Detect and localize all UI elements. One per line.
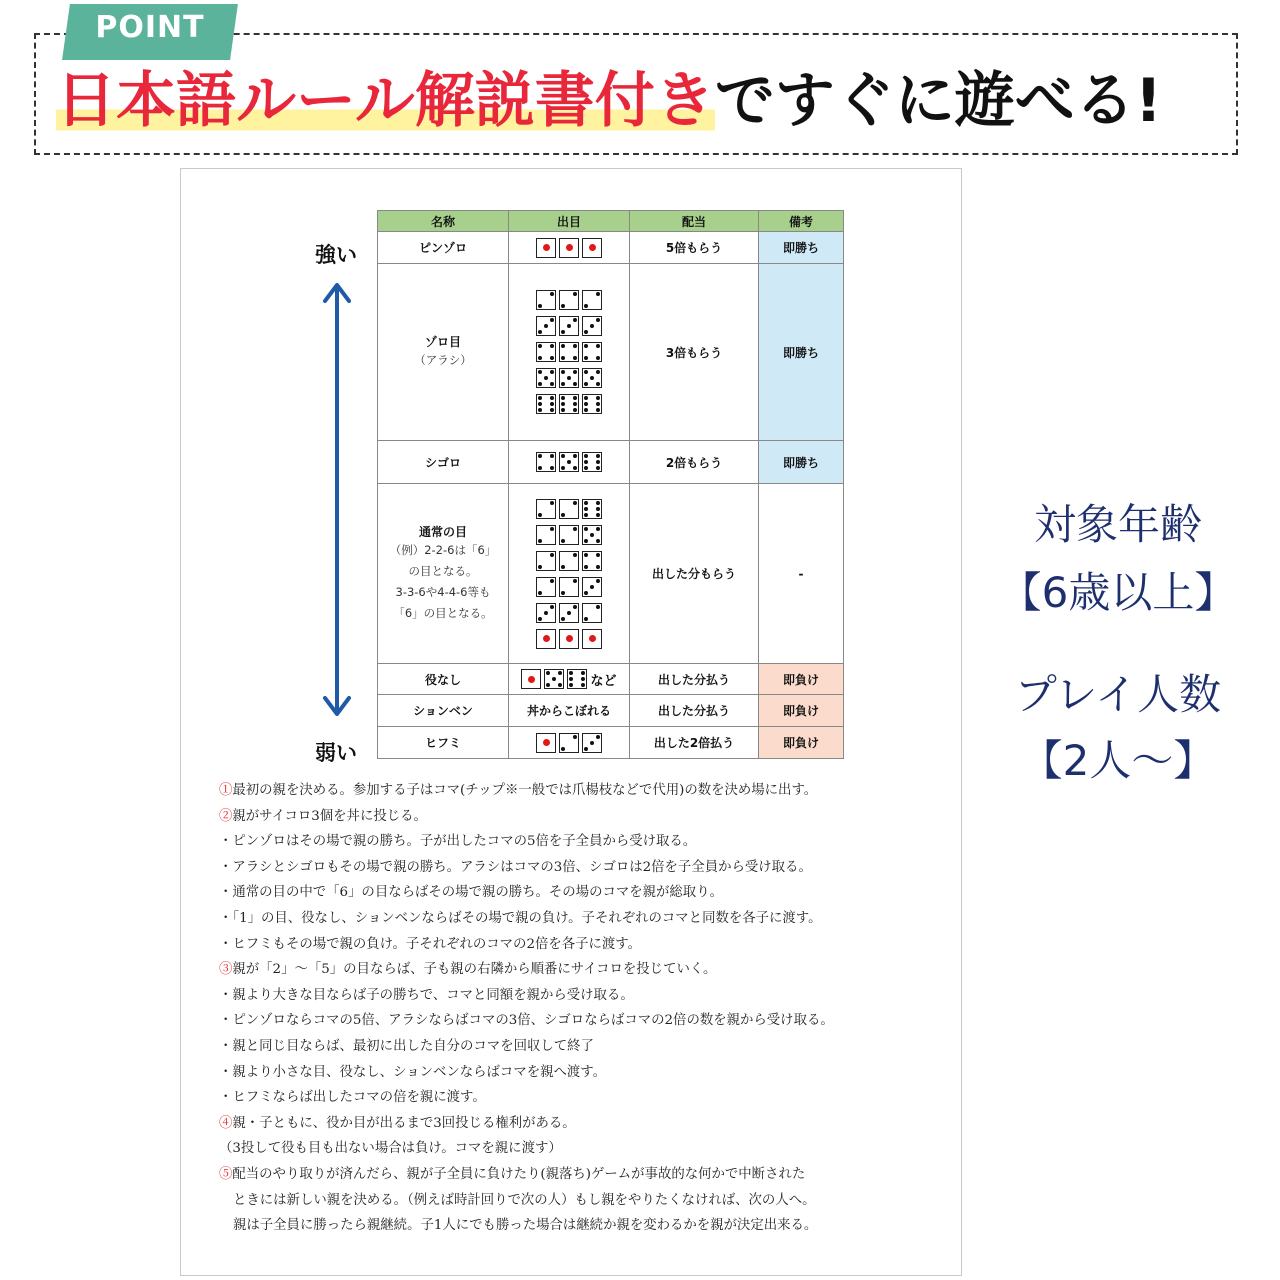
dice-cell xyxy=(509,727,630,759)
rule-text: ときには新しい親を決める。（例えば時計回りで次の人）もし親をやりたくなければ、次の人へ。 xyxy=(233,1192,816,1208)
die-face-1-icon xyxy=(536,733,556,753)
die-face-6-icon xyxy=(582,394,602,414)
hand-name: 通常の目 xyxy=(418,525,467,539)
hand-name-note: 3-3-6や4-4-6等も xyxy=(395,585,491,599)
die-face-3-icon xyxy=(536,603,556,623)
payout-cell: 出した分払う xyxy=(630,664,759,695)
die-face-1-icon xyxy=(536,238,556,258)
die-face-1-icon xyxy=(582,629,602,649)
dice-cell xyxy=(509,264,630,441)
headline-black-text: ですぐに遊べる! xyxy=(714,66,1163,136)
rule-text: 親が「2」～「5」の目ならば、子も親の右隣から順番にサイコロを投じていく。 xyxy=(232,962,717,978)
hand-name-note: の目となる。 xyxy=(408,564,478,578)
die-face-1-icon xyxy=(559,629,579,649)
note-cell: 即勝ち xyxy=(759,264,844,441)
strength-arrow-icon xyxy=(319,277,355,727)
die-face-2-icon xyxy=(559,551,579,571)
rule-text: 親は子全員に勝ったら親継続。子1人にでも勝った場合は継続か親を変わるかを親が決定出来る。 xyxy=(233,1218,818,1234)
payout-cell: 5倍もらう xyxy=(630,232,759,264)
rule-text: ・「1」の目、役なし、ションベンならばその場で親の負け。子それぞれのコマと同数を各子に渡す。 xyxy=(219,910,822,926)
rule-text: （3投して役も目も出ない場合は負け。コマを親に渡す） xyxy=(219,1141,562,1157)
rule-number: ② xyxy=(219,808,233,824)
hand-name: 役なし xyxy=(424,672,461,687)
dice-set xyxy=(536,394,602,414)
note-cell: 即負け xyxy=(759,664,844,695)
rule-line xyxy=(219,829,939,855)
note-cell: 即勝ち xyxy=(759,232,844,264)
die-face-2-icon xyxy=(536,577,556,597)
table-header-row xyxy=(378,211,844,232)
die-face-5-icon xyxy=(582,368,602,388)
hand-name: ヒフミ xyxy=(424,736,461,750)
dice-cell xyxy=(509,484,630,664)
table-row xyxy=(378,695,844,727)
die-face-4-icon xyxy=(582,342,602,362)
die-face-1-icon xyxy=(582,238,602,258)
table-row xyxy=(378,441,844,484)
rule-line xyxy=(219,1162,939,1188)
column-header-name: 名称 xyxy=(378,211,509,232)
hand-name: ションベン xyxy=(413,704,473,718)
headline xyxy=(56,66,1162,136)
die-face-3-icon xyxy=(582,577,602,597)
die-face-1-icon xyxy=(536,629,556,649)
rule-text: 親・子ともに、役か目が出るまで3回投じる権利がある。 xyxy=(232,1115,576,1131)
player-count-value: 【2人～】 xyxy=(1020,736,1216,785)
rule-line xyxy=(219,1085,939,1111)
die-face-6-icon xyxy=(536,394,556,414)
hand-name-cell xyxy=(378,264,509,441)
strong-label: 強い xyxy=(315,243,357,267)
rule-line xyxy=(219,880,939,906)
rule-line xyxy=(219,1136,939,1162)
payout-cell: 出した2倍払う xyxy=(630,727,759,759)
rule-number: ① xyxy=(219,783,233,798)
die-face-2-icon xyxy=(559,733,579,753)
dice-text: など xyxy=(590,673,617,689)
rule-line xyxy=(219,778,939,804)
rule-line xyxy=(219,906,939,932)
rule-text: ・ピンゾロならコマの5倍、アラシならばコマの3倍、シゴロならばコマの2倍の数を親から受け取る。 xyxy=(219,1013,834,1029)
payout-cell: 出した分払う xyxy=(630,695,759,727)
hand-name-cell xyxy=(378,232,509,264)
die-face-2-icon xyxy=(559,525,579,545)
hand-name-cell xyxy=(378,727,509,759)
die-face-5-icon xyxy=(544,669,564,689)
die-face-6-icon xyxy=(582,452,602,472)
rule-line xyxy=(219,932,939,958)
target-age-title: 対象年齢 xyxy=(1033,500,1202,549)
target-age-value: 【6歳以上】 xyxy=(999,568,1237,617)
hand-name-note: （例）2-2-6は「6」 xyxy=(389,543,497,557)
player-count-title: プレイ人数 xyxy=(1014,670,1222,719)
die-face-4-icon xyxy=(582,551,602,571)
die-face-6-icon xyxy=(582,499,602,519)
dice-set xyxy=(536,525,602,545)
die-face-2-icon xyxy=(536,525,556,545)
rule-line xyxy=(219,1188,939,1214)
dice-set xyxy=(536,290,602,310)
rule-text: 親がサイコロ3個を丼に投じる。 xyxy=(232,808,427,824)
dice-set xyxy=(536,629,602,649)
column-header-note: 備考 xyxy=(759,211,844,232)
dice-cell xyxy=(509,664,630,695)
rule-text: 配当のやり取りが済んだら、親が子全員に負けたり(親落ち)ゲームが事故的な何かで中断された xyxy=(232,1166,806,1182)
rule-text: 最初の親を決める。参加する子はコマ(チップ※一般では爪楊枝などで代用)の数を決め場に出す。 xyxy=(232,783,818,798)
dice-set xyxy=(536,452,602,472)
hand-name-cell xyxy=(378,441,509,484)
rule-line xyxy=(219,855,939,881)
die-face-5-icon xyxy=(559,368,579,388)
dice-set xyxy=(536,733,602,753)
dice-set xyxy=(536,603,602,623)
rule-text: ・ピンゾロはその場で親の勝ち。子が出したコマの5倍を子全員から受け取る。 xyxy=(219,834,697,850)
hand-name: ピンゾロ xyxy=(418,241,467,255)
point-label: POINT xyxy=(95,10,205,45)
rule-line xyxy=(219,1034,939,1060)
payout-cell: 3倍もらう xyxy=(630,264,759,441)
die-face-2-icon xyxy=(559,577,579,597)
dice-set xyxy=(536,342,602,362)
column-header-payout: 配当 xyxy=(630,211,759,232)
dice-set xyxy=(536,499,602,519)
die-face-5-icon xyxy=(559,452,579,472)
note-cell: 即勝ち xyxy=(759,441,844,484)
die-face-2-icon xyxy=(582,603,602,623)
die-face-2-icon xyxy=(559,499,579,519)
die-face-4-icon xyxy=(559,342,579,362)
rule-text: ・親と同じ目ならば、最初に出した自分のコマを回収して終了 xyxy=(219,1038,594,1054)
die-face-5-icon xyxy=(536,368,556,388)
rule-line xyxy=(219,1111,939,1137)
die-face-4-icon xyxy=(536,452,556,472)
die-face-1-icon xyxy=(521,669,541,689)
rule-line xyxy=(219,1060,939,1086)
rule-number: ④ xyxy=(219,1115,233,1131)
rule-line xyxy=(219,983,939,1009)
die-face-5-icon xyxy=(582,525,602,545)
dice-set xyxy=(536,551,602,571)
rule-text: ・ヒフミならば出したコマの倍を親に渡す。 xyxy=(219,1090,486,1106)
rule-line xyxy=(219,1008,939,1034)
weak-label: 弱い xyxy=(315,741,357,765)
dice-cell xyxy=(509,441,630,484)
note-cell: 即負け xyxy=(759,727,844,759)
hand-name-cell xyxy=(378,695,509,727)
die-face-3-icon xyxy=(536,316,556,336)
dice-set xyxy=(521,669,587,689)
hand-name-note: 「6」の目となる。 xyxy=(393,606,493,620)
dice-set xyxy=(536,238,602,258)
die-face-2-icon xyxy=(536,499,556,519)
die-face-2-icon xyxy=(536,551,556,571)
payout-cell: 2倍もらう xyxy=(630,441,759,484)
rule-text: ・親より小さな目、役なし、ションベンならばコマを親へ渡す。 xyxy=(219,1064,606,1080)
dice-set xyxy=(536,316,602,336)
die-face-3-icon xyxy=(559,316,579,336)
table-row xyxy=(378,727,844,759)
die-face-4-icon xyxy=(536,342,556,362)
rule-text: ・ヒフミもその場で親の負け。子それぞれのコマの2倍を各子に渡す。 xyxy=(219,936,642,952)
dice-text: 丼からこぼれる xyxy=(526,704,611,718)
table-row xyxy=(378,264,844,441)
die-face-6-icon xyxy=(559,394,579,414)
rule-line xyxy=(219,957,939,983)
payout-cell: 出した分もらう xyxy=(630,484,759,664)
dice-cell xyxy=(509,695,630,727)
headline-red-text: 日本語ルール解説書付き xyxy=(56,66,715,136)
rule-sheet xyxy=(180,168,962,1276)
rule-number: ③ xyxy=(219,962,233,978)
table-row xyxy=(378,484,844,664)
rule-line xyxy=(219,1213,939,1239)
rule-text: ・アラシとシゴロもその場で親の勝ち。アラシはコマの3倍、シゴロは2倍を子全員から受け取る。 xyxy=(219,859,812,875)
hand-name-note: （アラシ） xyxy=(414,353,472,367)
hand-name-cell xyxy=(378,664,509,695)
rule-text: ・親より大きな目ならば子の勝ちで、コマと同額を親から受け取る。 xyxy=(219,987,634,1003)
die-face-1-icon xyxy=(559,238,579,258)
die-face-3-icon xyxy=(559,603,579,623)
die-face-2-icon xyxy=(559,290,579,310)
hand-name-cell xyxy=(378,484,509,664)
hand-name: ゾロ目 xyxy=(424,335,461,349)
table-row xyxy=(378,664,844,695)
die-face-2-icon xyxy=(536,290,556,310)
note-cell: 即負け xyxy=(759,695,844,727)
die-face-2-icon xyxy=(582,290,602,310)
rule-number: ⑤ xyxy=(219,1166,233,1182)
die-face-3-icon xyxy=(582,316,602,336)
rule-text: ・通常の目の中で「6」の目ならばその場で親の勝ち。その場のコマを親が総取り。 xyxy=(219,885,723,901)
dice-cell xyxy=(509,232,630,264)
dice-set xyxy=(536,577,602,597)
rules-text xyxy=(219,778,939,1239)
hand-name: シゴロ xyxy=(424,455,461,470)
die-face-3-icon xyxy=(582,733,602,753)
column-header-dice: 出目 xyxy=(509,211,630,232)
dice-set xyxy=(536,368,602,388)
table-row xyxy=(378,232,844,264)
hand-ranking-table xyxy=(377,210,844,759)
note-cell: - xyxy=(759,484,844,664)
rule-line xyxy=(219,804,939,830)
die-face-6-icon xyxy=(567,669,587,689)
